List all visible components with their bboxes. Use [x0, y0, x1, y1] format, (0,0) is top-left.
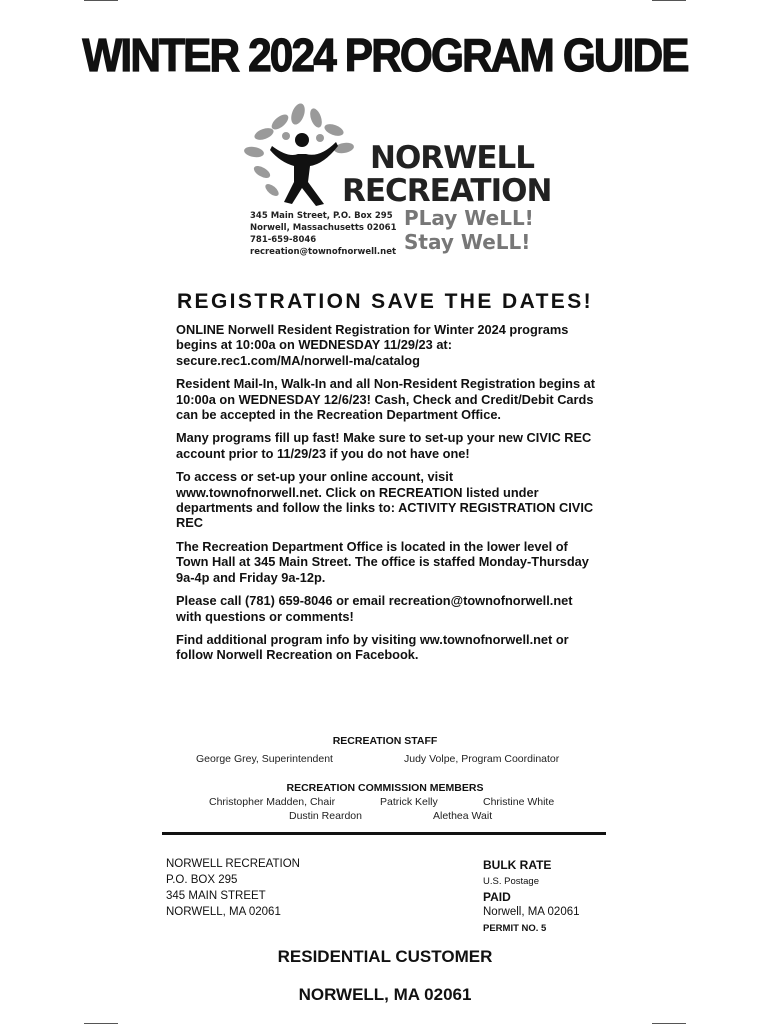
logo-name-line-1: NORWELL	[370, 140, 535, 176]
norwell-recreation-logo	[232, 100, 552, 260]
staff-member: George Grey, Superintendent	[196, 753, 333, 765]
logo-tagline-1: PLay WeLL!	[404, 206, 534, 230]
addressee-city: NORWELL, MA 02061	[298, 985, 472, 1004]
guide-title: WINTER 2024 PROGRAM GUIDE	[82, 29, 688, 81]
postal-city: Norwell, MA 02061	[483, 906, 580, 918]
commission-member: Dustin Reardon	[289, 810, 362, 822]
commission-member: Alethea Wait	[433, 810, 493, 822]
logo-phone: 781-659-8046	[250, 235, 317, 245]
return-address-line: 345 MAIN STREET	[166, 890, 266, 902]
registration-paragraph: ONLINE Norwell Resident Registration for Winter 2024 programs begins at 10:00a on WEDNESDAY 11/29/23 at: secure.rec1.com/MA/norwell-ma/catalog	[176, 322, 569, 368]
commission-heading: RECREATION COMMISSION MEMBERS	[286, 782, 484, 794]
logo-address-1: 345 Main Street, P.O. Box 295	[250, 211, 393, 221]
registration-paragraph: Please call (781) 659-8046 or email recreation@townofnorwell.net with questions or comments!	[176, 593, 573, 624]
registration-paragraph: To access or set-up your online account, visit www.townofnorwell.net. Click on RECREATION listed under departments and follow the links to: ACTIVITY REGISTRATION CIVIC REC	[176, 469, 594, 531]
postal-permit: PERMIT NO. 5	[483, 923, 547, 934]
logo-tagline-2: Stay WeLL!	[404, 230, 531, 254]
postal-bulk-rate: BULK RATE	[483, 858, 552, 872]
return-address-line: NORWELL, MA 02061	[166, 906, 281, 918]
registration-paragraph: Many programs fill up fast! Make sure to set-up your new CIVIC REC account prior to 11/29/23 if you do not have one!	[176, 430, 592, 461]
return-address-line: P.O. BOX 295	[166, 874, 238, 886]
postal-paid: PAID	[483, 890, 511, 904]
crop-mark-top-left	[84, 0, 118, 1]
staff-member: Judy Volpe, Program Coordinator	[404, 753, 560, 765]
registration-paragraph: Resident Mail-In, Walk-In and all Non-Resident Registration begins at 10:00a on WEDNESDAY 12/6/23! Cash, Check and Credit/Debit Cards can be accepted in the Recreation Department Office.	[176, 376, 596, 423]
crop-mark-top-right	[652, 0, 686, 1]
registration-info	[176, 322, 596, 671]
logo-address-2: Norwell, Massachusetts 02061	[250, 223, 397, 233]
commission-member: Patrick Kelly	[380, 796, 438, 808]
divider-rule	[162, 832, 606, 835]
logo-email: recreation@townofnorwell.net	[250, 247, 397, 257]
return-address-line: NORWELL RECREATION	[166, 858, 300, 870]
addressee: RESIDENTIAL CUSTOMER	[277, 947, 493, 966]
staff-heading: RECREATION STAFF	[332, 735, 438, 747]
registration-paragraph: The Recreation Department Office is located in the lower level of Town Hall at 345 Main Street. The office is staffed Monday-Thursday 9a-4p and Friday 9a-12p.	[176, 538, 589, 585]
commission-member: Christine White	[483, 796, 555, 808]
commission-member: Christopher Madden, Chair	[209, 796, 336, 808]
postal-postage: U.S. Postage	[483, 876, 539, 887]
registration-heading: REGISTRATION SAVE THE DATES!	[176, 290, 594, 313]
logo-name-line-2: RECREATION	[342, 173, 552, 209]
registration-paragraph: Find additional program info by visiting ww.townofnorwell.net or follow Norwell Recreation on Facebook.	[176, 631, 569, 663]
